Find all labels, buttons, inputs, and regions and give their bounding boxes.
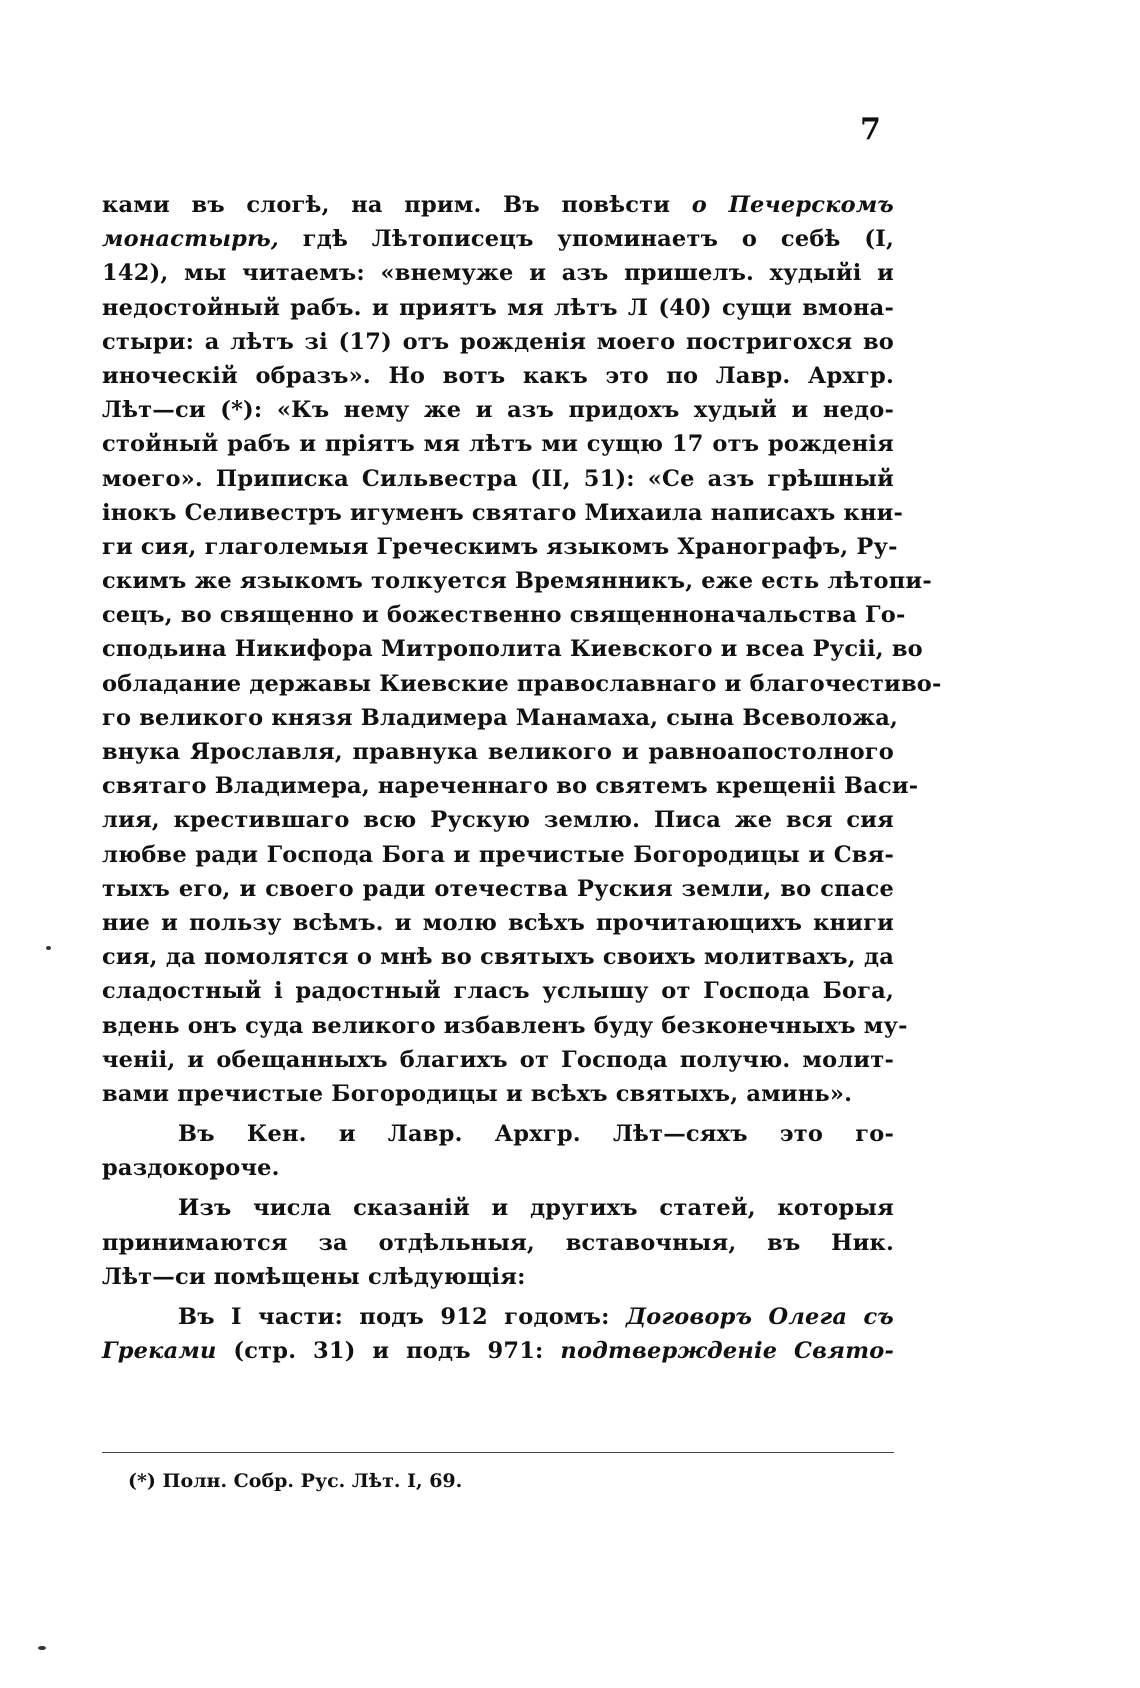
text-run: вдень онъ суда великого избавленъ буду безконечныхъ му- — [102, 1012, 908, 1039]
text-line — [102, 188, 894, 222]
scan-speck — [46, 946, 51, 950]
text-run: иноческій образъ». Но вотъ какъ это по Лавр. Архгр. — [102, 362, 894, 389]
text-line — [102, 530, 898, 564]
italic-run: монастырѣ, — [102, 226, 279, 253]
text-line — [102, 1226, 894, 1260]
text-line — [102, 393, 894, 427]
text-line — [102, 462, 894, 496]
text-line — [102, 1009, 908, 1043]
text-run: ги сия, глаголемыя Греческимъ языкомъ Хранографъ, Ру- — [102, 533, 898, 560]
text-run: сподьина Никифора Митрополита Киевского и всеа Русіі, во — [102, 636, 923, 663]
text-line — [102, 667, 942, 701]
text-line — [102, 325, 894, 359]
text-line — [102, 1334, 894, 1368]
italic-run: Греками — [102, 1338, 217, 1365]
text-run: Въ Кен. и Лавр. Архгр. Лѣт—сяхъ это го- — [178, 1121, 894, 1148]
text-run: принимаются за отдѣльныя, вставочныя, въ Ник. — [102, 1229, 894, 1256]
italic-run: Договоръ Олега съ — [626, 1304, 894, 1330]
text-run: вами пречистые Богородицы и всѣхъ святыхъ, аминь». — [102, 1080, 853, 1107]
text-line — [102, 872, 894, 906]
text-line — [102, 838, 894, 872]
text-run: моего». Приписка Сильвестра (II, 51): «Се азъ грѣшный — [102, 465, 894, 492]
text-line — [102, 222, 894, 256]
text-run: Лѣт—си (*): «Къ нему же и азъ придохъ худый и недо- — [102, 397, 894, 424]
text-run: ченіі, и обещанныхъ благихъ от Господа получю. молит- — [102, 1046, 894, 1073]
text-line — [102, 256, 894, 290]
text-run: обладание державы Киевские православнаго и благочестиво- — [102, 670, 942, 697]
footnote-rule — [102, 1452, 894, 1453]
text-run: сладостный і радостный гласъ услышу от Господа Бога, — [102, 978, 894, 1005]
text-line — [102, 803, 894, 837]
text-run: недостойный рабъ. и приятъ мя лѣтъ Л (40) сущи вмона- — [102, 294, 894, 321]
text-run: ками въ слогѣ, на прим. Въ повѣсти — [102, 192, 692, 218]
text-line — [102, 1077, 894, 1111]
text-run: святаго Владимера, нареченнаго во святемъ крещеніі Васи- — [102, 773, 919, 800]
text-run: раздокороче. — [102, 1155, 280, 1182]
text-line — [102, 427, 894, 461]
text-line — [102, 1151, 894, 1185]
footnote: (*) Полн. Собр. Рус. Лѣт. I, 69. — [128, 1470, 463, 1492]
text-line — [102, 1117, 894, 1151]
text-run: любве ради Господа Бога и пречистые Богородицы и Свя- — [102, 841, 894, 868]
text-line — [102, 974, 894, 1008]
text-line — [102, 1043, 894, 1077]
text-line — [102, 1260, 894, 1294]
italic-run: о Печерскомъ — [691, 192, 894, 218]
text-run: гдѣ Лѣтописецъ упоминаетъ о себѣ (I, — [278, 226, 894, 253]
text-run: стыри: а лѣтъ зі (17) отъ рожденія моего постригохся во — [102, 328, 894, 355]
text-run: го великого князя Владимера Манамаха, сына Всеволожа, — [102, 704, 899, 731]
text-line — [102, 906, 894, 940]
text-run: Изъ числа сказаній и другихъ статей, которыя — [178, 1195, 894, 1222]
text-run: лия, крестившаго всю Рускую землю. Писа же вся сия — [102, 807, 894, 834]
text-line — [102, 1191, 894, 1225]
text-line — [102, 769, 919, 803]
page-number: 7 — [860, 112, 881, 147]
text-run: Лѣт—си помѣщены слѣдующія: — [102, 1263, 526, 1290]
text-line — [102, 598, 906, 632]
text-line — [102, 632, 923, 666]
text-run: Въ I части: подъ 912 годомъ: — [178, 1304, 626, 1330]
text-line — [102, 701, 899, 735]
text-line — [102, 291, 894, 325]
text-run: ние и пользу всѣмъ. и молю всѣхъ прочитающихъ книги — [102, 909, 894, 936]
text-run: інокъ Селивестръ игуменъ святаго Михаила написахъ кни- — [102, 499, 904, 526]
italic-run: подтвержденіе Свято- — [560, 1338, 895, 1365]
text-line — [102, 564, 932, 598]
scan-speck — [38, 1646, 46, 1650]
text-line — [102, 735, 894, 769]
text-run: (стр. 31) и подъ 971: — [216, 1338, 561, 1365]
text-run: сецъ, во священно и божественно священноначальства Го- — [102, 602, 906, 629]
text-run: внука Ярославля, правнука великого и равноапостолного — [102, 739, 894, 765]
text-run: стойный рабъ и пріятъ мя лѣтъ ми сущю 17 отъ рожденія — [102, 431, 894, 458]
text-line — [102, 940, 894, 974]
body-text — [102, 188, 942, 1368]
text-line — [102, 496, 904, 530]
text-line — [102, 1300, 894, 1334]
text-run: скимъ же языкомъ толкуется Времянникъ, еже есть лѣтопи- — [102, 568, 932, 595]
text-run: 142), мы читаемъ: «внемуже и азъ пришелъ. худыйі и — [102, 260, 894, 287]
text-run: тыхъ его, и своего ради отечества Руския земли, во спасе — [102, 875, 894, 902]
text-run: сия, да помолятся о мнѣ во святыхъ своихъ молитвахъ, да — [102, 944, 894, 971]
text-line — [102, 359, 894, 393]
